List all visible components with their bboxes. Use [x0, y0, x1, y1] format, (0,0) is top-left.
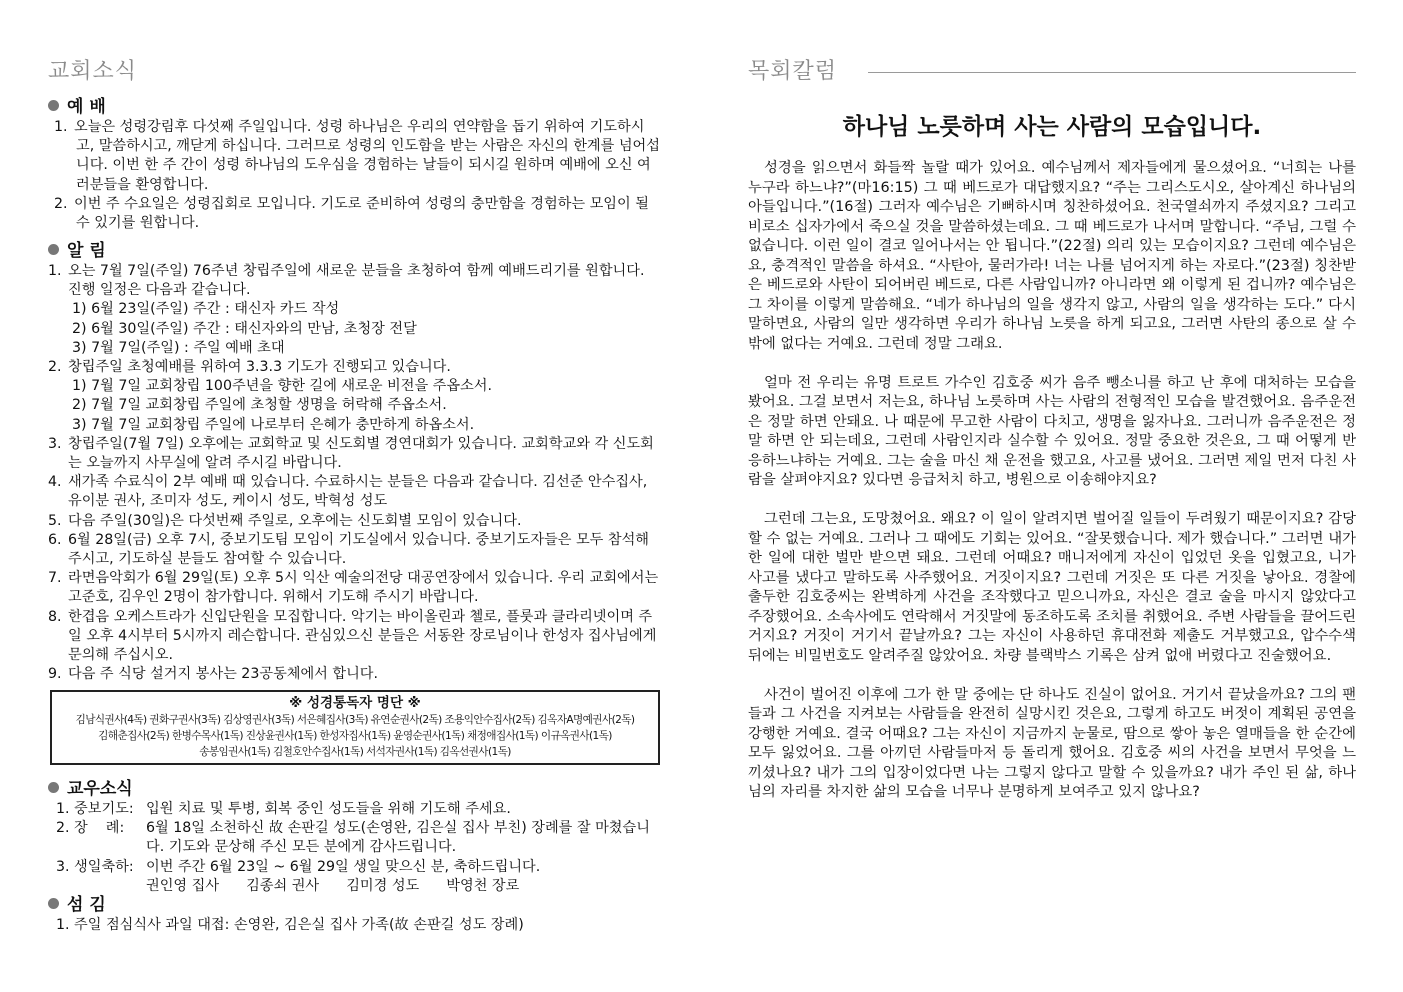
bullet-icon — [48, 898, 59, 909]
bullet-icon — [48, 782, 59, 793]
notice-item: 8. 한겹음 오케스트라가 신입단원을 모집합니다. 악기는 바이올린과 첼로, 플룻과 클라리넷이며 주일 오후 4시부터 5시까지 레슨합니다. 관심있으신 분들은 서동완 장로님이나 한성자 집사님에게 문의해 주십시오. — [48, 608, 661, 664]
right-page — [748, 0, 1356, 992]
member-news-row: 1. 중보기도: 입원 치료 및 투병, 회복 중인 성도들을 위해 기도해 주세요. — [56, 801, 511, 817]
notice-item: 1. 오는 7월 7일(주일) 76주년 창립주일에 새로운 분들을 초청하여 함께 예배드리기를 원합니다. 진행 일정은 다음과 같습니다. — [48, 263, 649, 299]
bible-reading-roster — [50, 690, 660, 765]
member-news-heading: 교우소식 — [67, 779, 133, 799]
column-paragraph: 사건이 벌어진 이후에 그가 한 말 중에는 단 하나도 진실이 없어요. 거기서 끝났을까요? 그의 팬들과 그 사건을 지켜보는 사람들을 완전히 실망시킨 것은요, 그렇게 하고도 버젓이 계획된 공연을 강행한 거예요. 결국 어때요? 그는 자신이 지금까지 눈물로, 땀으로 쌓아 놓은 열매들을 한 순간에 모두 잃었어요. 그를 아끼던 사람들마저 등 돌리게 했어요. 김호중 씨의 사건을 보면서 무엇을 느끼셨나요? 내가 그의 입장이었다면 나는 그렇지 않다고 말할 수 있을까요? 내가 주인 된 삶, 하나님의 자리를 차지한 삶의 모습을 너무나 분명하게 보여주고 있지 않나요? — [748, 686, 1356, 800]
service-heading: 섬 김 — [67, 895, 106, 915]
roster-line: 송봉임권사(1독) 김철호안수집사(1독) 서석자권사(1독) 김옥선권사(1독) — [199, 746, 511, 759]
birthday-names: 권인영 집사 김종쇠 권사 김미경 성도 박영천 장로 — [146, 877, 520, 894]
notice-subitem: 2) 6월 30일(주일) 주간 : 태신자와의 만남, 초청장 전달 — [72, 320, 417, 337]
notice-section — [48, 240, 663, 771]
service-section — [48, 894, 660, 935]
notice-item: 5. 다음 주일(30일)은 다섯번째 주일로, 오후에는 신도회별 모임이 있습니다. — [48, 512, 522, 529]
member-news-row: 3. 생일축하: 이번 주간 6월 23일 ~ 6월 29일 생일 맞으신 분, 축하드립니다. — [56, 858, 541, 875]
section-title-church-news: 교회소식 — [48, 59, 138, 84]
column-headline: 하나님 노릇하며 사는 사람의 모습입니다. — [842, 114, 1262, 140]
roster-line: 김해춘집사(2독) 한병수목사(1독) 진상윤권사(1독) 한성자집사(1독) 윤영순권사(1독) 채정애집사(1독) 이규옥권사(1독) — [98, 730, 612, 743]
notice-item: 2. 창립주일 초청예배를 위하여 3.3.3 기도가 진행되고 있습니다. — [48, 359, 451, 376]
notice-subitem: 3) 7월 7일 교회창립 주일에 나로부터 은혜가 충만하게 하옵소서. — [72, 416, 475, 433]
worship-heading: 예 배 — [67, 97, 106, 117]
worship-item: 2. 이번 주 수요일은 성령집회로 모입니다. 기도로 준비하여 성령의 충만함을 경험하는 모임이 될 수 있기를 원합니다. — [54, 195, 654, 232]
worship-section — [48, 96, 660, 233]
notice-subitem: 3) 7월 7일(주일) : 주일 예배 초대 — [72, 339, 285, 356]
column-paragraph: 성경을 읽으면서 화들짝 놀랄 때가 있어요. 예수님께서 제자들에게 물으셨어요. “너희는 나를 누구라 하느냐?”(마16:15) 그 때 베드로가 대답했지요? “주는 그리스도시오, 살아계신 하나님의 아들입니다.”(16절) 그러자 예수님은 기뻐하시며 칭찬하셨어요. 천국열쇠까지 주셨지요? 그리고 비로소 십자가에서 죽으실 것을 말씀하셨는데요. 그 때 베드로가 나서며 말합니다. “주님, 그럴 수 없습니다. 이런 일이 결코 일어나서는 안 됩니다.”(22절) 의리 있는 모습이지요? 그런데 예수님은요, 충격적인 말씀을 하셔요. “사탄아, 물러가라! 너는 나를 넘어지게 하는 자로다.”(23절) 칭찬받은 베드로와 사탄이 되어버린 베드로, 다른 사람입니까? 아니라면 왜 이렇게 된 겁니까? 예수님은 그 차이를 이렇게 말씀해요. “네가 하나님의 일을 생각지 않고, 사람의 일을 생각하는 도다.” 다시 말하면요, 사람의 일만 생각하면 우리가 하나님 노릇을 하게 되고요, 그러면 사탄의 종으로 살 수 밖에 없다는 거예요. 그런데 정말 그래요. — [748, 160, 1356, 352]
title-divider — [868, 72, 1356, 73]
notice-item: 6. 6월 28일(금) 오후 7시, 중보기도팀 모임이 기도실에서 있습니다. 중보기도자들은 모두 참석해 주시고, 기도하실 분들도 참여할 수 있습니다. — [48, 531, 654, 568]
column-paragraph: 얼마 전 우리는 유명 트로트 가수인 김호중 씨가 음주 뺑소니를 하고 난 후에 대처하는 모습을 봤어요. 그걸 보면서 저는요, 하나님 노릇하며 사는 사람의 전형적인 모습을 발견했어요. 음주운전은 정말 하면 안돼요. 나 때문에 무고한 사람이 다치고, 생명을 잃자나요. 그러니까 음주운전은 정말 하면 안 되는데요, 그런데 사람인지라 실수할 수 있어요. 정말 중요한 것은요, 그 때 어떻게 반응하느냐하는 거예요. 그는 술을 마신 채 운전을 했고요, 사고를 냈어요. 그러면 제일 먼저 다친 사람을 살펴야지요? 있다면 응급처치 하고, 병원으로 이송해야지요? — [748, 374, 1356, 488]
roster-line: 김남식권사(4독) 권화구권사(3독) 김상영권사(3독) 서은혜집사(3독) 유연순권사(2독) 조용익안수집사(2독) 김옥자A명예권사(2독) — [75, 714, 635, 727]
notice-item: 4. 새가족 수료식이 2부 예배 때 있습니다. 수료하시는 분들은 다음과 같습니다. 김선준 안수집사, 유이분 권사, 조미자 성도, 케이시 성도, 박혁성 성도 — [48, 474, 652, 510]
column-paragraph: 그런데 그는요, 도망쳤어요. 왜요? 이 일이 알려지면 벌어질 일들이 두려웠기 때문이지요? 감당할 수 없는 거예요. 그러나 그 때에도 기회는 있어요. “잘못했습니다. 제가 했습니다.” 그러면 내가 한 일에 대한 벌만 받으면 돼요. 그런데 어때요? 매니저에게 자신이 입었던 옷을 입혔고요, 니가 사고를 냈다고 말하도록 사주했어요. 거짓이지요? 그런데 거짓은 또 다른 거짓을 낳아요. 경찰에 출두한 김호중씨는 완벽하게 사건을 조작했다고 믿으니까요, 자신은 결코 술을 마시지 않았다고 주장했어요. 소속사에도 연락해서 거짓말에 동조하도록 조치를 취했어요. 주변 사람들을 끌어드린 거지요? 거짓이 거기서 끝날까요? 그는 자신이 사용하던 휴대전화 제출도 거부했고요, 압수수색 뒤에는 비밀번호도 알려주질 않았어요. 차량 블랙박스 기록은 삼켜 없애 버렸다고 진술했어요. — [748, 511, 1356, 664]
notice-item: 7. 라면음악회가 6월 29일(토) 오후 5시 익산 예술의전당 대공연장에서 있습니다. 우리 교회에서는 고준호, 김우인 2명이 참가합니다. 위해서 기도해 주시기 바랍니다. — [48, 570, 663, 606]
notice-subitem: 2) 7월 7일 교회창립 주일에 초청할 생명을 허락해 주옵소서. — [72, 397, 447, 414]
column-body — [748, 108, 1356, 822]
section-title-pastor-column: 목회칼럼 — [748, 59, 838, 84]
notice-subitem: 1) 6월 23일(주일) 주간 : 태신자 카드 작성 — [72, 301, 340, 318]
left-page — [48, 0, 663, 992]
notice-heading: 알 림 — [67, 241, 106, 261]
notice-subitem: 1) 7월 7일 교회창립 100주년을 향한 길에 새로운 비전을 주옵소서. — [72, 378, 493, 395]
roster-title: ※ 성경통독자 명단 ※ — [289, 695, 421, 712]
member-news-section — [48, 778, 660, 896]
service-item: 1. 주일 점심식사 과일 대접: 손영완, 김은실 집사 가족(故 손판길 성도 장례) — [56, 917, 524, 933]
member-news-row: 2. 장 례: 6월 18일 소천하신 故 손판길 성도(손영완, 김은실 집사 부친) 장례를 잘 마쳤습니다. 기도와 문상해 주신 모든 분에게 감사드립니다. — [56, 820, 650, 856]
bullet-icon — [48, 100, 59, 111]
bullet-icon — [48, 244, 59, 255]
notice-item: 9. 다음 주 식당 설거지 봉사는 23공동체에서 합니다. — [48, 666, 379, 683]
notice-item: 3. 창립주일(7월 7일) 오후에는 교회학교 및 신도회별 경연대회가 있습니다. 교회학교와 각 신도회는 오늘까지 사무실에 알려 주시길 바랍니다. — [48, 435, 654, 472]
worship-item: 1. 오늘은 성령강림후 다섯째 주일입니다. 성령 하나님은 우리의 연약함을 돕기 위하여 기도하시고, 말씀하시고, 깨닫게 하십니다. 그러므로 성령의 인도함을 받는 사람은 자신의 한계를 넘어섭니다. 이번 한 주 간이 성령 하나님의 도우심을 경험하는 날들이 되시길 원하며 예배에 오신 여러분들을 환영합니다. — [54, 119, 660, 193]
